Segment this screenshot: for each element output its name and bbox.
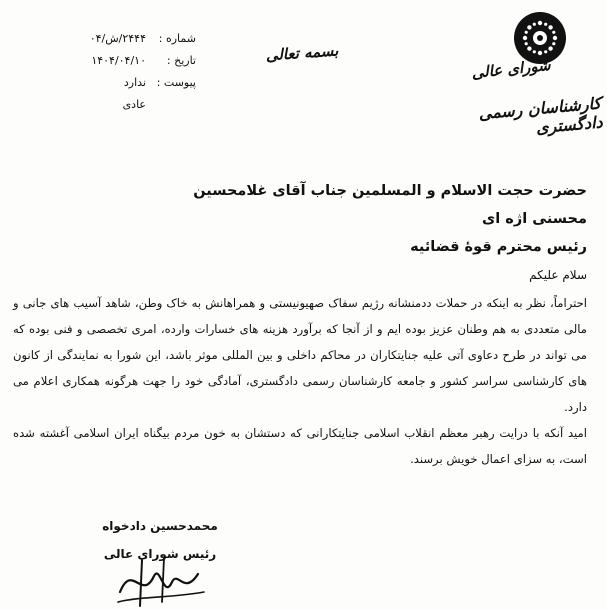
meta-attachment	[56, 72, 196, 94]
addressee-name: حضرت حجت الاسلام و المسلمین جناب آقای غلامحسین محسنی اژه ای	[193, 183, 587, 227]
greeting: سلام علیکم	[529, 268, 587, 282]
meta-attachment-value: ندارد	[123, 76, 146, 89]
meta-number	[56, 28, 196, 50]
meta-number-value: ۲۴۴۴/ش/۰۴	[89, 32, 146, 45]
letter-body	[13, 290, 587, 472]
signer-title: رئیس شورای عالی	[103, 547, 217, 561]
handwritten-signature-icon	[112, 552, 212, 608]
body-paragraph: احتراماً، نظر به اینکه در حملات ددمنشانه رژیم سفاک صهیونیستی و همراهانش به خاک وطن، شاهد آسیب های جانی و مالی متعددی به هم وطنان عزیز بوده ایم و از آنجا که برآورد هزینه های خسارات وارده، امری تخصصی و فنی بوده که می تواند در طرح دعاوی آتی علیه جنایتکاران در محاکم داخلی و بین المللی موثر باشد، این شورا به نمایندگی از کانون های کارشناسی سراسر کشور و جامعه کارشناسان رسمی دادگستری، آمادگی خود را جهت هرگونه همکاری اعلام می دارد.	[13, 296, 587, 414]
addressee-title: رئیس محترم قوهٔ قضائیه	[410, 239, 587, 255]
meta-date	[56, 50, 196, 72]
meta-date-label: تاریخ :	[166, 54, 196, 67]
addressee	[167, 177, 587, 261]
letter-meta	[56, 28, 196, 116]
council-name: شورای عالی	[470, 55, 552, 83]
bismillah: بسمه تعالی	[265, 41, 339, 65]
org-name: کارشناسان رسمی دادگستری	[477, 93, 604, 138]
body-paragraph: امید آنکه با درایت رهبر معظم انقلاب اسلامی جنایتکارانی که دستشان به خون مردم بیگناه ایران اسلامی آغشته شده است، به سزای اعمال خویش برسند.	[13, 426, 587, 466]
meta-attachment-label: پیوست :	[156, 76, 196, 89]
meta-classification: عادی	[122, 98, 146, 111]
meta-number-label: شماره :	[158, 32, 196, 45]
signer-name: محمدحسین دادخواه	[102, 519, 218, 533]
meta-date-value: ۱۴۰۴/۰۴/۱۰	[91, 54, 146, 67]
